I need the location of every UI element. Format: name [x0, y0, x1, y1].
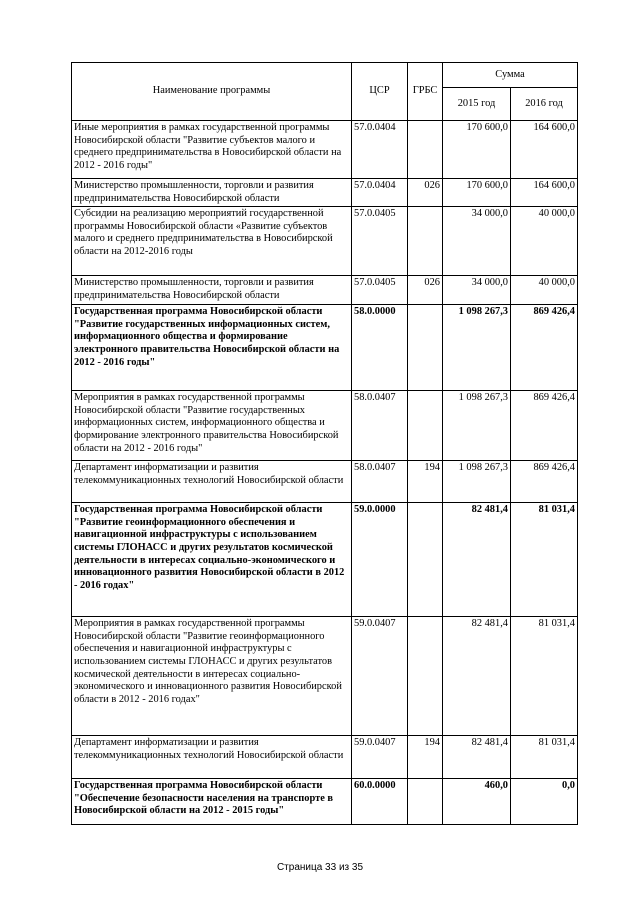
row-2015-cell: 82 481,4: [443, 617, 511, 736]
page-number: Страница 33 из 35: [276, 862, 364, 873]
row-2016-cell: 869 426,4: [511, 391, 578, 461]
row-grbs-cell: [408, 779, 443, 825]
row-2015-cell: 1 098 267,3: [443, 461, 511, 503]
row-name-cell: Департамент информатизации и развития телекоммуникационных технологий Новосибирской области: [72, 736, 352, 779]
row-2016-cell: 0,0: [511, 779, 578, 825]
row-2015-cell: 1 098 267,3: [443, 391, 511, 461]
row-2016-cell: 81 031,4: [511, 617, 578, 736]
table-row: [72, 276, 578, 305]
row-grbs-cell: 194: [408, 461, 443, 503]
row-grbs-cell: [408, 617, 443, 736]
budget-table: [71, 62, 578, 825]
row-2016-cell: 40 000,0: [511, 276, 578, 305]
row-2016-cell: 164 600,0: [511, 179, 578, 207]
table-row: [72, 461, 578, 503]
row-csr-cell: 57.0.0404: [352, 121, 408, 179]
row-2016-cell: 869 426,4: [511, 461, 578, 503]
header-year-2016: 2016 год: [511, 88, 578, 121]
row-csr-cell: 57.0.0404: [352, 179, 408, 207]
row-name-cell: Государственная программа Новосибирской области "Развитие геоинформационного обеспечения и навигационной инфраструктуры с использованием системы ГЛОНАСС и других результатов космической деятельности в интересах социально-экономического и инновационного развития Новосибирской области в 2012 - 2016 годах": [72, 503, 352, 617]
table-row: [72, 391, 578, 461]
row-grbs-cell: 194: [408, 736, 443, 779]
row-grbs-cell: 026: [408, 179, 443, 207]
table-row: [72, 121, 578, 179]
row-2016-cell: 40 000,0: [511, 207, 578, 276]
row-2015-cell: 460,0: [443, 779, 511, 825]
header-name: Наименование программы: [72, 63, 352, 121]
row-2015-cell: 82 481,4: [443, 736, 511, 779]
row-2016-cell: 81 031,4: [511, 503, 578, 617]
row-csr-cell: 58.0.0407: [352, 391, 408, 461]
header-csr: ЦСР: [352, 63, 408, 121]
row-2015-cell: 170 600,0: [443, 121, 511, 179]
table-row: [72, 503, 578, 617]
row-name-cell: Департамент информатизации и развития телекоммуникационных технологий Новосибирской области: [72, 461, 352, 503]
row-2015-cell: 34 000,0: [443, 276, 511, 305]
header-row: [72, 63, 578, 88]
row-csr-cell: 57.0.0405: [352, 276, 408, 305]
row-csr-cell: 58.0.0407: [352, 461, 408, 503]
header-grbs: ГРБС: [408, 63, 443, 121]
row-2015-cell: 1 098 267,3: [443, 305, 511, 391]
table-row: [72, 179, 578, 207]
row-2015-cell: 82 481,4: [443, 503, 511, 617]
row-name-cell: Иные мероприятия в рамках государственной программы Новосибирской области "Развитие субъектов малого и среднего предпринимательства в Новосибирской области на 2012 - 2016 годы": [72, 121, 352, 179]
row-csr-cell: 57.0.0405: [352, 207, 408, 276]
header-year-2015: 2015 год: [443, 88, 511, 121]
row-grbs-cell: [408, 305, 443, 391]
row-2015-cell: 170 600,0: [443, 179, 511, 207]
row-name-cell: Государственная программа Новосибирской области "Развитие государственных информационных систем, информационного общества и формирование электронного правительства Новосибирской области на 2012 - 2016 годы": [72, 305, 352, 391]
table-row: [72, 779, 578, 825]
row-name-cell: Министерство промышленности, торговли и развития предпринимательства Новосибирской области: [72, 179, 352, 207]
row-2015-cell: 34 000,0: [443, 207, 511, 276]
row-grbs-cell: 026: [408, 276, 443, 305]
row-name-cell: Субсидии на реализацию мероприятий государственной программы Новосибирской области «Развитие субъектов малого и среднего предпринимательства в Новосибирской области на 2012-2016 годы: [72, 207, 352, 276]
row-name-cell: Государственная программа Новосибирской области "Обеспечение безопасности населения на транспорте в Новосибирской области на 2012 - 2015 годы": [72, 779, 352, 825]
row-2016-cell: 869 426,4: [511, 305, 578, 391]
row-name-cell: Мероприятия в рамках государственной программы Новосибирской области "Развитие государственных информационных систем, информационного общества и формирование электронного правительства Новосибирской области на 2012 - 2016 годы": [72, 391, 352, 461]
row-grbs-cell: [408, 391, 443, 461]
row-name-cell: Министерство промышленности, торговли и развития предпринимательства Новосибирской области: [72, 276, 352, 305]
row-name-cell: Мероприятия в рамках государственной программы Новосибирской области "Развитие геоинформационного обеспечения и навигационной инфраструктуры с использованием системы ГЛОНАСС и других результатов космической деятельности в интересах социально-экономического и инновационного развития Новосибирской области в 2012 - 2016 годах": [72, 617, 352, 736]
row-2016-cell: 164 600,0: [511, 121, 578, 179]
table-row: [72, 207, 578, 276]
row-csr-cell: 58.0.0000: [352, 305, 408, 391]
row-grbs-cell: [408, 121, 443, 179]
row-grbs-cell: [408, 207, 443, 276]
row-csr-cell: 59.0.0407: [352, 736, 408, 779]
table-row: [72, 305, 578, 391]
header-sum: Сумма: [443, 63, 578, 88]
row-grbs-cell: [408, 503, 443, 617]
table-row: [72, 617, 578, 736]
row-csr-cell: 59.0.0000: [352, 503, 408, 617]
row-csr-cell: 59.0.0407: [352, 617, 408, 736]
table-row: [72, 736, 578, 779]
row-csr-cell: 60.0.0000: [352, 779, 408, 825]
row-2016-cell: 81 031,4: [511, 736, 578, 779]
